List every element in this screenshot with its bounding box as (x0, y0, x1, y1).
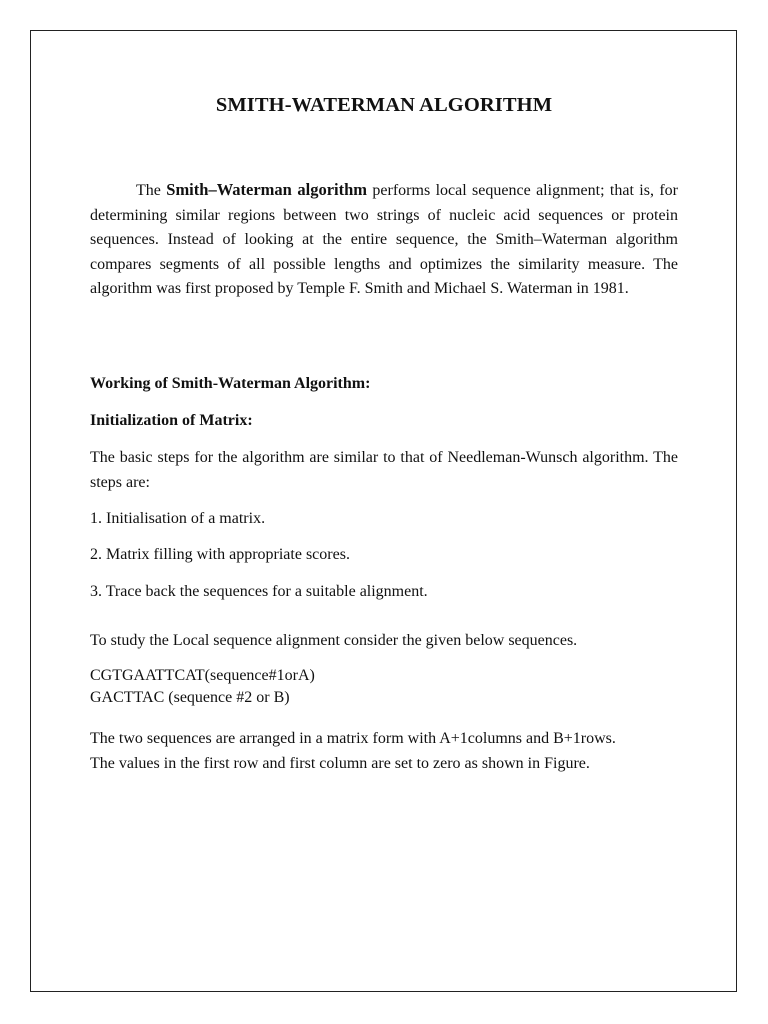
intro-lead: The (136, 182, 167, 199)
sequence-b: GACTTAC (sequence #2 or B) (90, 689, 290, 706)
intro-text: performs local sequence alignment; that is, for determining similar regions between two strings of nucleic acid sequences or protein sequences. Instead of looking at the entire sequence, the Smith–Waterman algorithm compares segments of all possible lengths and optimizes the similarity measure. The algorithm was first proposed by Temple F. Smith and Michael S. Waterman in 1981. (90, 182, 678, 297)
intro-paragraph (90, 178, 678, 302)
initialization-heading: Initialization of Matrix: (90, 412, 253, 429)
step-item: 1. Initialisation of a matrix. (90, 510, 266, 527)
document-title: SMITH-WATERMAN ALGORITHM (215, 94, 553, 116)
sequence-list (90, 665, 315, 709)
working-heading: Working of Smith-Waterman Algorithm: (90, 375, 371, 392)
matrix-arrangement-paragraph (90, 727, 678, 776)
step-item: 3. Trace back the sequences for a suitable alignment. (90, 583, 428, 600)
basic-steps-paragraph: The basic steps for the algorithm are similar to that of Needleman-Wunsch algorithm. The steps are: (90, 449, 678, 491)
study-paragraph: To study the Local sequence alignment consider the given below sequences. (90, 632, 578, 649)
intro-term: Smith–Waterman algorithm (166, 180, 368, 199)
sequence-a: CGTGAATTCAT(sequence#1orA) (90, 667, 315, 684)
arrangement-line-2: The values in the first row and first column are set to zero as shown in Figure. (90, 754, 590, 772)
step-item: 2. Matrix filling with appropriate scores. (90, 546, 350, 563)
arrangement-line-1: The two sequences are arranged in a matrix form with A+1columns and B+1rows. (90, 730, 616, 747)
